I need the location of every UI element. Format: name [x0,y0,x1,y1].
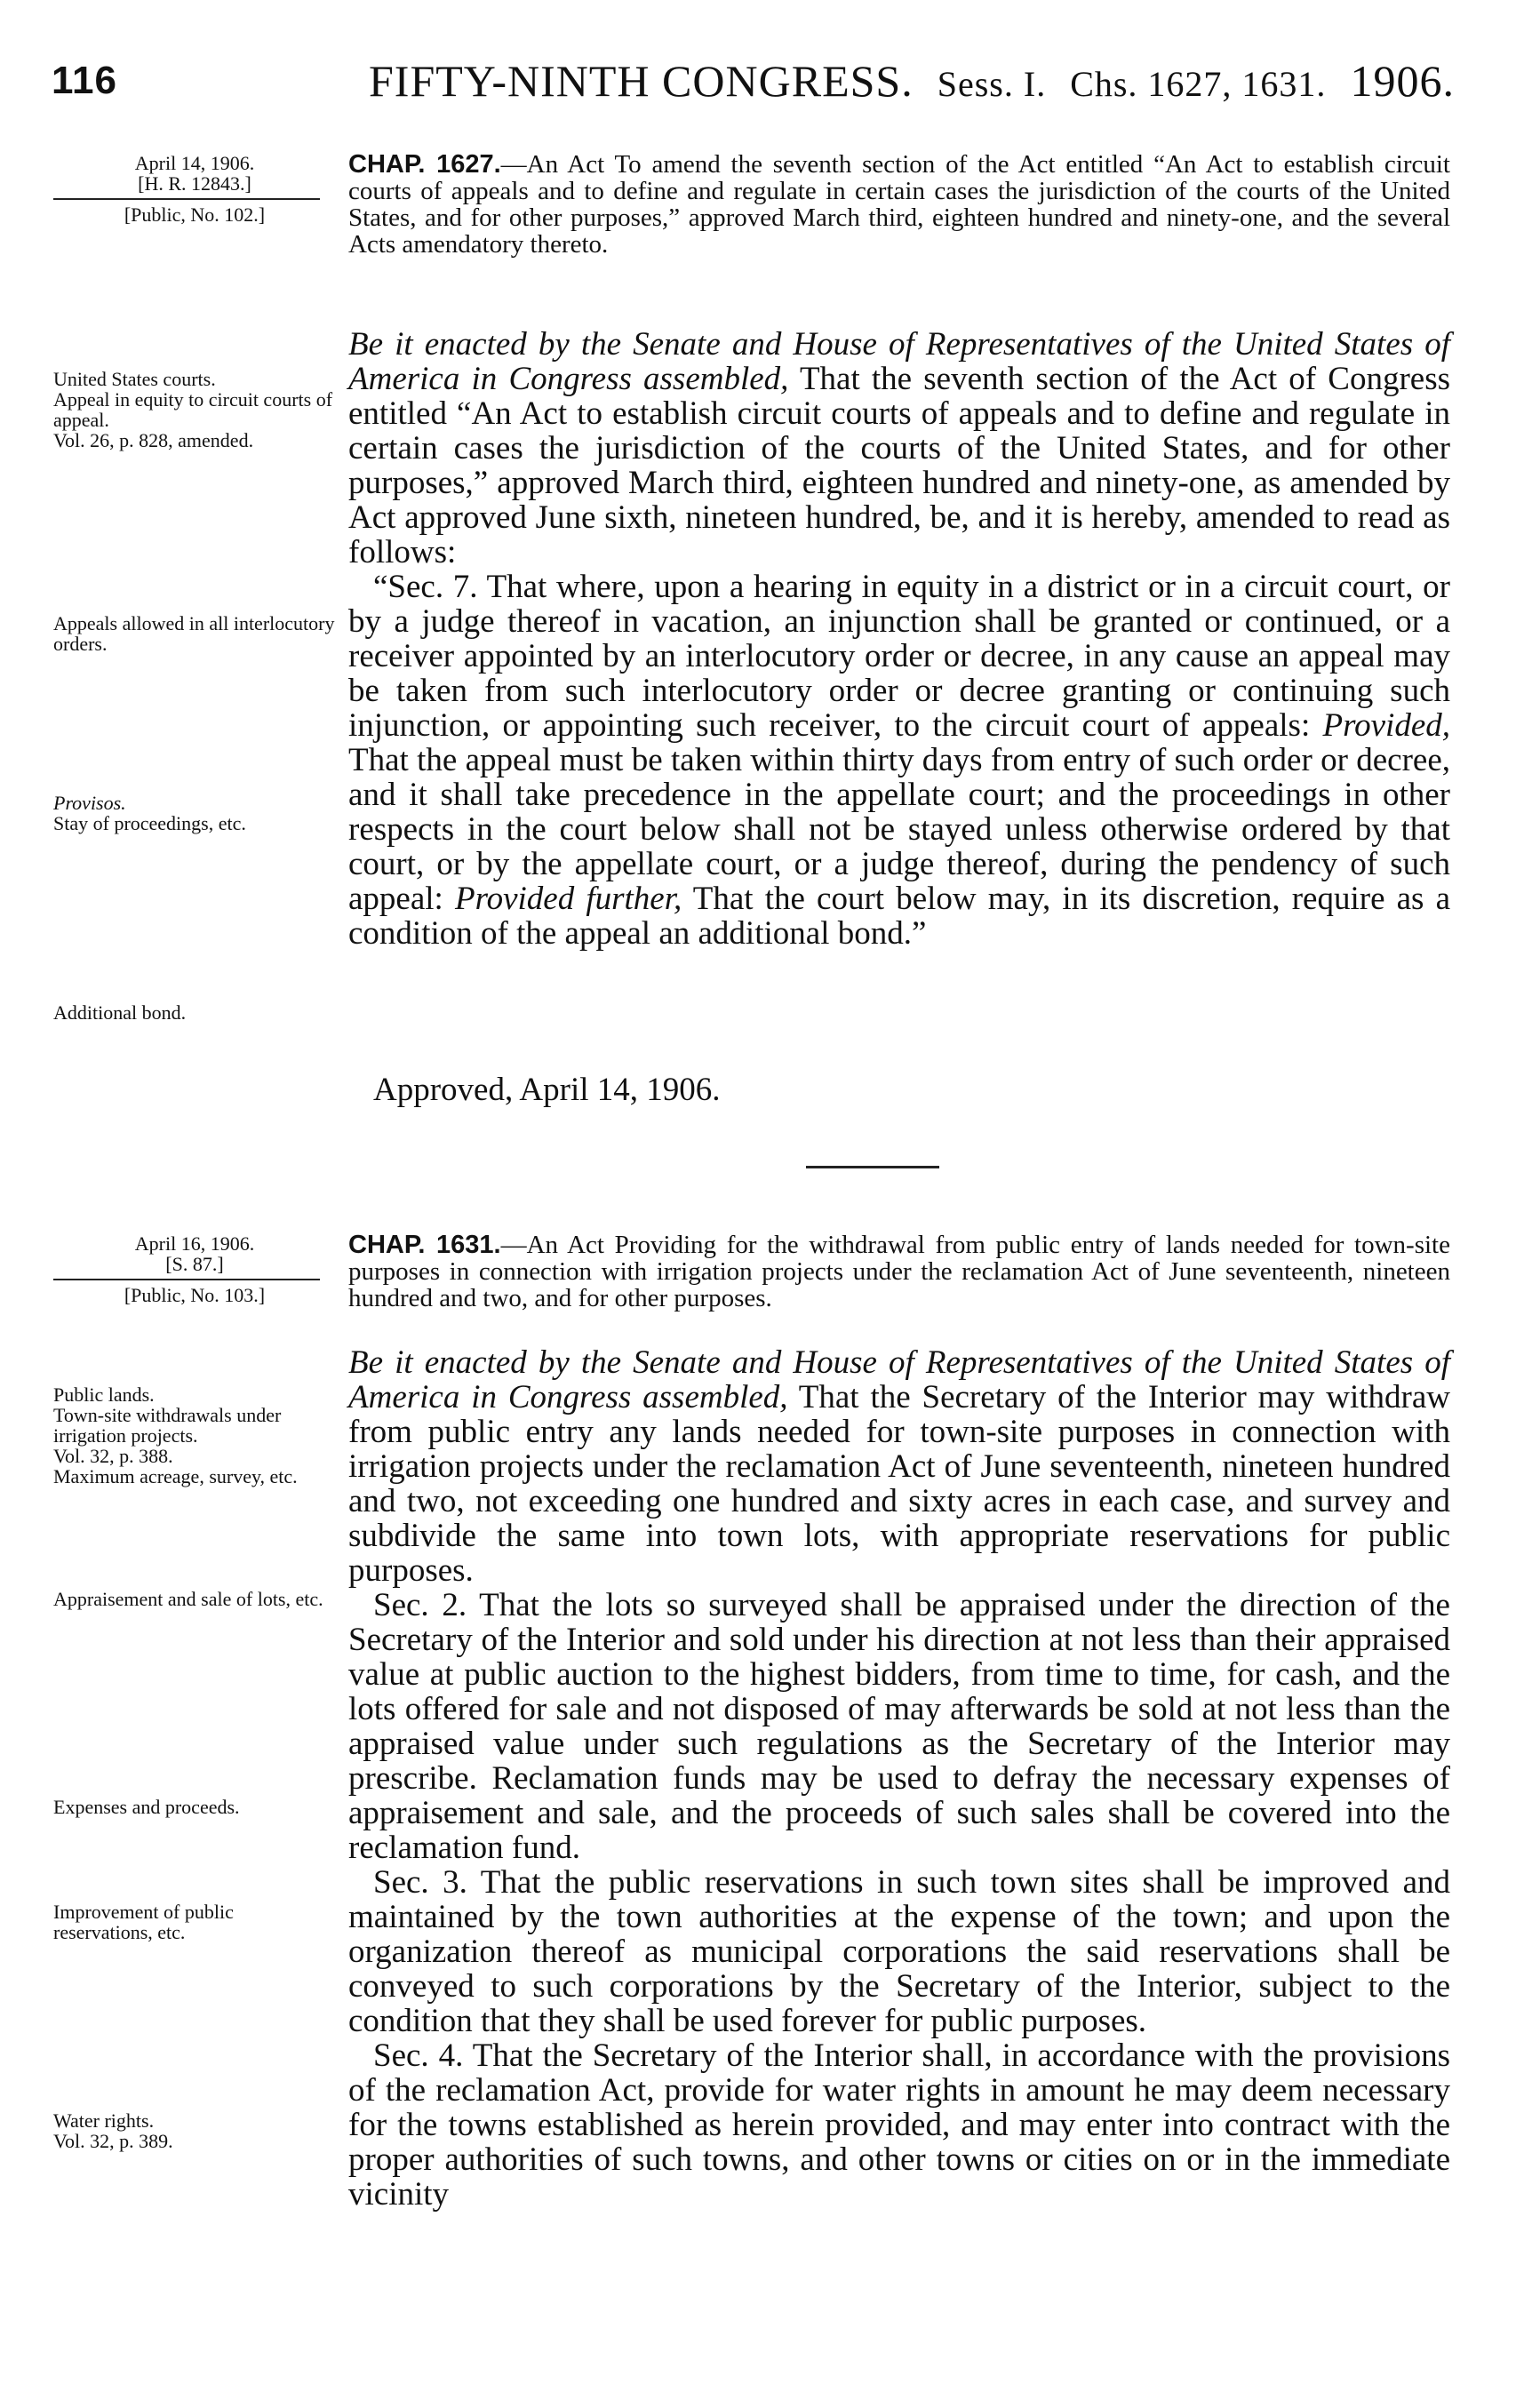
note-appeals-allowed: Appeals allowed in all interlocutory orders. [53,612,335,655]
sec3-text: That the public reservations in such town sites shall be improved and maintained by the town authorities at the expense of the town; and upon the organization thereof as municipal corporations the said reservations shall be conveyed to such corporations by the Secretary of the Interior, subject to the condition that they shall be used forever for public purposes. [348,1864,1450,2039]
chap1627-title [348,151,1450,258]
chap1631-public-law: [Public, No. 103.] [124,1284,266,1306]
chap1631-title-text: —An Act Providing for the withdrawal from public entry of lands needed for town-site purposes in connection with irrigation projects under the reclamation Act of June seventeenth, nineteen hundred and two, and for other purposes. [348,1231,1450,1312]
chap1631-label: CHAP. 1631. [348,1231,501,1259]
chap1627-para1 [348,327,1450,570]
sec3-label: Sec. 3. [373,1864,467,1901]
note-appeal-in-equity: Appeal in equity to circuit courts of appeal. [53,388,333,431]
note-water-rights: Water rights. [53,2109,155,2132]
chap1627-public-law: [Public, No. 102.] [124,203,266,226]
chap1631-note-public-lands [53,1384,336,1487]
note-united-states-courts: United States courts. [53,368,216,390]
sec2-label: Sec. 2. [373,1587,467,1623]
chap1631-enacting-clause: Be it enacted by the Senate and House of Representatives of the United States of America in Congress assembled, [348,1344,1450,1415]
sec4-text: That the Secretary of the Interior shall, in accordance with the provisions of the reclamation Act, provide for water rights in amount he may deem necessary for the towns established as herein provided, and may enter into contract with the proper authorities of such towns, and other towns or cities on or in the immediate vicinity [348,2037,1450,2213]
note-appraisement: Appraisement and sale of lots, etc. [53,1588,323,1610]
note-public-lands: Public lands. [53,1383,155,1406]
chap1631-sec3 [348,1865,1450,2038]
note-stay-of-proceedings: Stay of proceedings, etc. [53,812,246,834]
chap1631-sec1 [348,1345,1450,1588]
sec4-label: Sec. 4. [373,2037,464,2074]
chap1627-date: April 14, 1906. [134,152,255,174]
chap1631-margin-citation [53,1233,336,1305]
note-town-site-withdrawals: Town-site withdrawals under irrigation projects. [53,1404,282,1447]
running-header [369,55,1455,107]
margin-rule [53,1279,320,1280]
note-additional-bond: Additional bond. [53,1001,187,1024]
chap1627-note-provisos [53,793,336,833]
chap1627-title-text: —An Act To amend the seventh section of the Act entitled “An Act to establish circuit courts of appeals and to define and regulate in certain cases the jurisdiction of the courts of the United States, and for other purposes,” approved March third, eighteen hundred and ninety-one, and the several Acts amendatory thereto. [348,150,1450,259]
chap1627-approved: Approved, April 14, 1906. [373,1072,721,1108]
chap1627-bill: [H. R. 12843.] [138,172,251,195]
chapter-separator-rule [806,1166,939,1168]
chap1631-body [348,1345,1450,2212]
page-number: 116 [52,59,117,102]
chap1627-label: CHAP. 1627. [348,150,501,179]
sec7-label: “Sec. 7. [373,569,478,605]
sec7-text-c: That the court below may, in its discretion, require as a condition of the appeal an additional bond.” [348,881,1451,952]
header-chapters: Chs. 1627, 1631. [1070,64,1327,104]
chap1627-sec7 [348,570,1450,951]
header-session: Sess. I. [937,64,1047,104]
note-vol32-389: Vol. 32, p. 389. [53,2130,173,2152]
chap1631-date: April 16, 1906. [134,1232,255,1255]
chap1627-enacting-clause: Be it enacted by the Senate and House of Representatives of the United States of America in Congress assembled, [348,326,1450,397]
sec7-text-a: That where, upon a hearing in equity in a district or in a circuit court, or by a judge thereof in vacation, an injunction shall be granted or continued, or a receiver appointed by an interlocutory order or decree, in any cause an appeal may be taken from such interlocutory order or decree granting or continuing such injunction, or appointing such receiver, to the circuit court of appeals: [348,569,1450,744]
sec7-text-b: That the appeal must be taken within thirty days from entry of such order or decree, and it shall take precedence in the appellate court; and the proceedings in other respects in the court below shall not be stayed unless otherwise ordered by that court, or by the appellate court, or a judge thereof, during the pendency of such appeal: [348,742,1450,917]
sec2-text: That the lots so surveyed shall be appraised under the direction of the Secretary of the Interior and sold under his direction at not less than their appraised value at public auction to the highest bidders, from time to time, for cash, and the lots offered for sale and not disposed of may afterwards be sold at not less than the appraised value under such regulations as the Secretary of the Interior may prescribe. Reclamation funds may be used to defray the necessary expenses of appraisement and sale, and the proceeds of such sales shall be covered into the reclamation fund. [348,1587,1450,1866]
note-vol32-388: Vol. 32, p. 388. [53,1445,173,1467]
sec7-provided: Provided, [1322,707,1451,744]
chap1631-sec4 [348,2038,1450,2212]
header-year: 1906. [1350,56,1455,106]
chap1627-para1-text: That the seventh section of the Act of Congress entitled “An Act to establish circuit courts of appeals and to define and regulate in certain cases the jurisdiction of the courts of the United States, and for other purposes,” approved March third, eighteen hundred and ninety-one, as amended by Act approved June sixth, nineteen hundred, be, and it is hereby, amended to read as follows: [348,361,1450,570]
note-maximum-acreage: Maximum acreage, survey, etc. [53,1465,298,1487]
chap1631-sec2 [348,1588,1450,1865]
note-provisos: Provisos. [53,792,126,814]
chap1631-title [348,1232,1450,1312]
chap1627-body [348,327,1450,951]
chap1627-note-courts [53,369,336,451]
margin-rule [53,198,320,200]
chap1627-margin-citation [53,153,336,225]
note-improvement: Improvement of public reservations, etc. [53,1901,234,1943]
sec1-text: That the Secretary of the Interior may withdraw from public entry any lands needed for town-site purposes in connection with irrigation projects under the reclamation Act of June seventeenth, nineteen hundred and two, not exceeding one hundred and sixty acres in each case, and survey and subdivide the same into town lots, with appropriate reservations for public purposes. [348,1379,1450,1589]
sec7-provided-further: Provided further, [454,881,682,917]
note-expenses: Expenses and proceeds. [53,1796,240,1818]
note-vol26: Vol. 26, p. 828, amended. [53,429,254,451]
chap1631-bill: [S. 87.] [165,1253,224,1275]
header-congress: FIFTY-NINTH CONGRESS. [369,56,914,106]
chap1631-note-water [53,2110,336,2151]
